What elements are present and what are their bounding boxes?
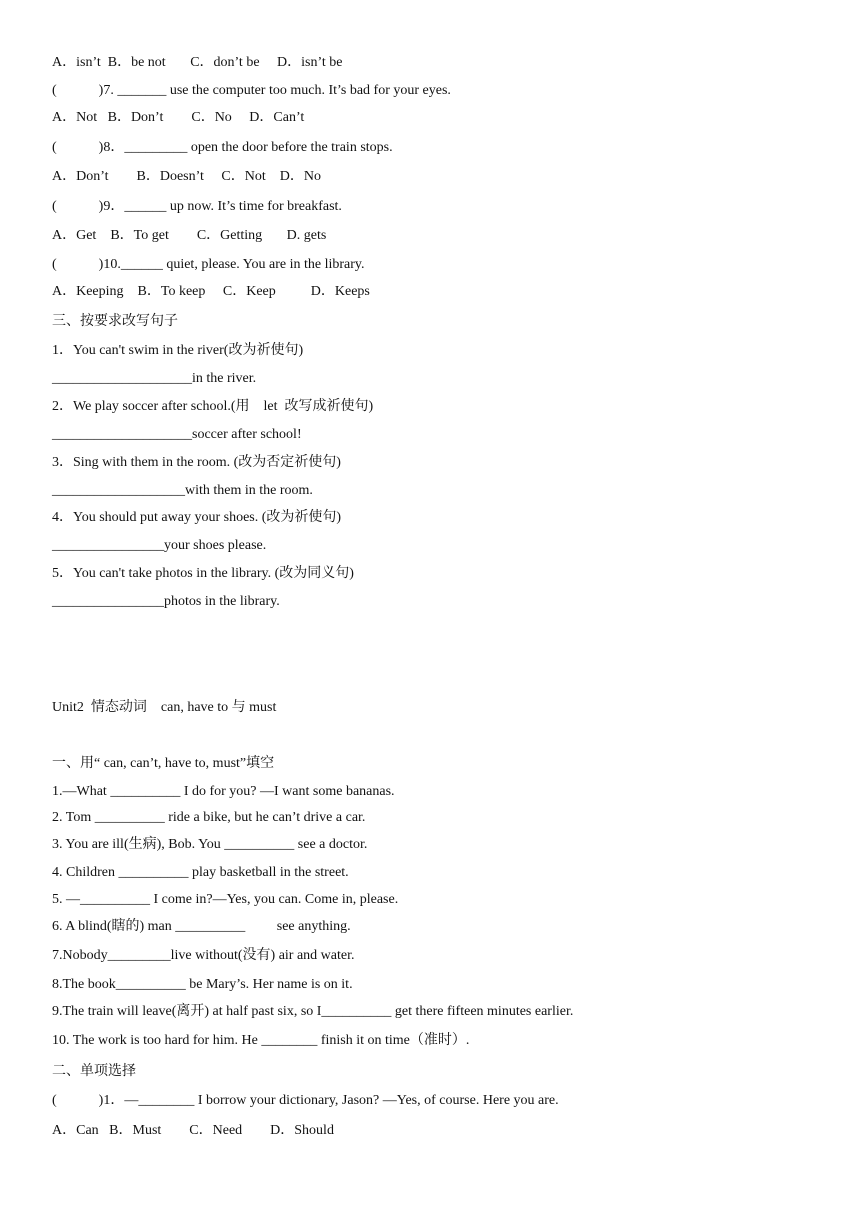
fill-item-1: 1.—What __________ I do for you? —I want some bananas. [52, 784, 395, 799]
options-q9: A．Get B．To get C．Getting D. gets [52, 228, 327, 243]
section-heading-fill: 一、用“ can, can’t, have to, must”填空 [52, 756, 275, 771]
rewrite-item-2: 2．We play soccer after school.(用 let 改写成祈使句) [52, 399, 374, 414]
section-heading-choice: 二、单项选择 [52, 1063, 136, 1079]
rewrite-answer-4: ________________your shoes please. [52, 538, 267, 553]
fill-item-7: 7.Nobody_________live without(没有) air and water. [52, 948, 355, 963]
fill-item-10: 10. The work is too hard for him. He ________ finish it on time（准时）. [52, 1033, 470, 1048]
fill-item-4: 4. Children __________ play basketball in the street. [52, 865, 349, 880]
choice-options-1: A．Can B．Must C．Need D．Should [52, 1123, 334, 1138]
options-q10: A．Keeping B．To keep C．Keep D．Keeps [52, 284, 370, 299]
fill-item-8: 8.The book__________ be Mary’s. Her name is on it. [52, 977, 353, 992]
fill-item-2: 2. Tom __________ ride a bike, but he can’t drive a car. [52, 810, 366, 825]
options-q7: A．Not B．Don’t C．No D．Can’t [52, 110, 305, 125]
rewrite-item-1: 1．You can't swim in the river(改为祈使句) [52, 343, 304, 358]
rewrite-item-5: 5．You can't take photos in the library. (改为同义句) [52, 566, 354, 581]
question-7: ( )7. _______ use the computer too much. It’s bad for your eyes. [52, 83, 451, 98]
question-9: ( )9．______ up now. It’s time for breakfast. [52, 199, 342, 214]
question-8: ( )8．_________ open the door before the train stops. [52, 140, 393, 155]
rewrite-answer-1: ____________________in the river. [52, 371, 257, 386]
rewrite-answer-5: ________________photos in the library. [52, 594, 280, 609]
rewrite-answer-2: ____________________soccer after school! [52, 427, 302, 442]
rewrite-item-3: 3．Sing with them in the room. (改为否定祈使句) [52, 455, 341, 470]
options-q8: A．Don’t B．Doesn’t C．Not D．No [52, 169, 321, 184]
fill-item-3: 3. You are ill(生病), Bob. You __________ see a doctor. [52, 837, 368, 852]
fill-item-6: 6. A blind(瞎的) man __________ see anything. [52, 919, 351, 934]
fill-item-9: 9.The train will leave(离开) at half past six, so I__________ get there fifteen minutes earlier. [52, 1004, 574, 1019]
choice-question-1: ( )1．—________ I borrow your dictionary, Jason? —Yes, of course. Here you are. [52, 1093, 559, 1108]
question-10: ( )10.______ quiet, please. You are in the library. [52, 257, 365, 272]
rewrite-item-4: 4．You should put away your shoes. (改为祈使句) [52, 510, 342, 525]
fill-item-5: 5. —__________ I come in?—Yes, you can. Come in, please. [52, 892, 399, 907]
options-q6: A．isn’t B．be not C．don’t be D．isn’t be [52, 55, 343, 70]
section-heading-rewrite: 三、按要求改写句子 [52, 313, 178, 329]
unit-title: Unit2 情态动词 can, have to 与 must [52, 700, 277, 715]
rewrite-answer-3: ___________________with them in the room. [52, 483, 313, 498]
